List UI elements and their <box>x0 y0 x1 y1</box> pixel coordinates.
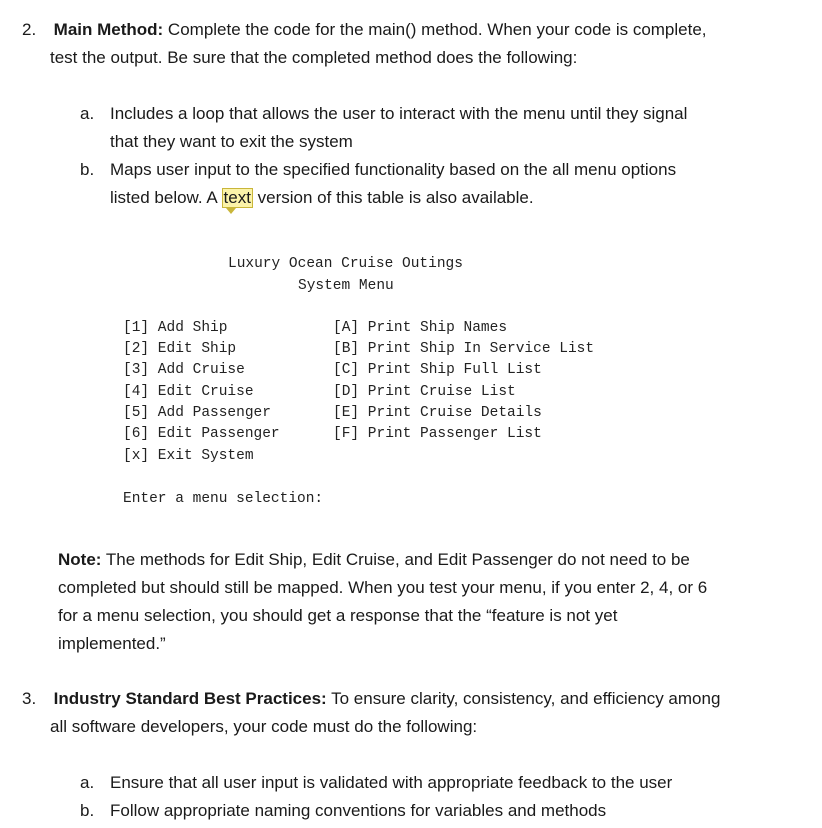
menu-option-3: [3] Add Cruise <box>123 362 245 378</box>
list-item-b-line-2: listed below. A text version of this table is also available. <box>110 188 534 207</box>
menu-option-1: [1] Add Ship <box>123 320 228 336</box>
text-version-link[interactable]: text <box>223 188 251 207</box>
menu-option-e: [E] Print Cruise Details <box>333 405 542 421</box>
note-line-3: for a menu selection, you should get a response that the “feature is not yet <box>58 606 618 625</box>
list-marker-b: b. <box>80 160 95 179</box>
menu-option-a: [A] Print Ship Names <box>333 320 508 336</box>
list-item-a-line-2: that they want to exit the system <box>110 132 353 151</box>
menu-title: Luxury Ocean Cruise Outings <box>228 256 463 272</box>
section-intro-line-1: Complete the code for the main() method. When your code is complete, <box>163 20 707 39</box>
section-3-intro-line-2: all software developers, your code must do the following: <box>50 717 478 736</box>
note-label: Note: <box>58 550 102 569</box>
menu-option-d: [D] Print Cruise List <box>333 384 516 400</box>
section-3-heading <box>22 689 720 709</box>
list-marker-a: a. <box>80 104 95 123</box>
menu-subtitle: System Menu <box>298 278 394 294</box>
note-line-4: implemented.” <box>58 634 166 653</box>
list-item-b: Follow appropriate naming conventions for variables and methods <box>110 801 607 820</box>
section-title: Industry Standard Best Practices: <box>53 689 327 708</box>
menu-option-f: [F] Print Passenger List <box>333 426 542 442</box>
section-intro-line-1: To ensure clarity, consistency, and efficiency among <box>326 689 721 708</box>
section-title: Main Method: <box>53 20 164 39</box>
note-line-2: completed but should still be mapped. When you test your menu, if you enter 2, 4, or 6 <box>58 578 708 597</box>
list-marker-b: b. <box>80 801 95 820</box>
menu-option-c: [C] Print Ship Full List <box>333 362 542 378</box>
note-line-1: Note: The methods for Edit Ship, Edit Cruise, and Edit Passenger do not need to be <box>58 550 690 569</box>
menu-option-5: [5] Add Passenger <box>123 405 271 421</box>
list-marker-a: a. <box>80 773 95 792</box>
list-item-a-line-1: Includes a loop that allows the user to interact with the menu until they signal <box>110 104 688 123</box>
list-item-b-line-1: Maps user input to the specified functionality based on the all menu options <box>110 160 677 179</box>
section-number: 2. <box>22 20 37 39</box>
menu-option-x: [x] Exit System <box>123 448 254 464</box>
menu-option-b: [B] Print Ship In Service List <box>333 341 595 357</box>
section-number: 3. <box>22 689 37 708</box>
menu-option-6: [6] Edit Passenger <box>123 426 280 442</box>
menu-option-4: [4] Edit Cruise <box>123 384 254 400</box>
menu-option-2: [2] Edit Ship <box>123 341 237 357</box>
section-2-heading <box>22 20 707 40</box>
section-intro-line-2: test the output. Be sure that the completed method does the following: <box>50 48 578 67</box>
list-item-a: Ensure that all user input is validated with appropriate feedback to the user <box>110 773 673 792</box>
menu-prompt: Enter a menu selection: <box>123 491 324 507</box>
